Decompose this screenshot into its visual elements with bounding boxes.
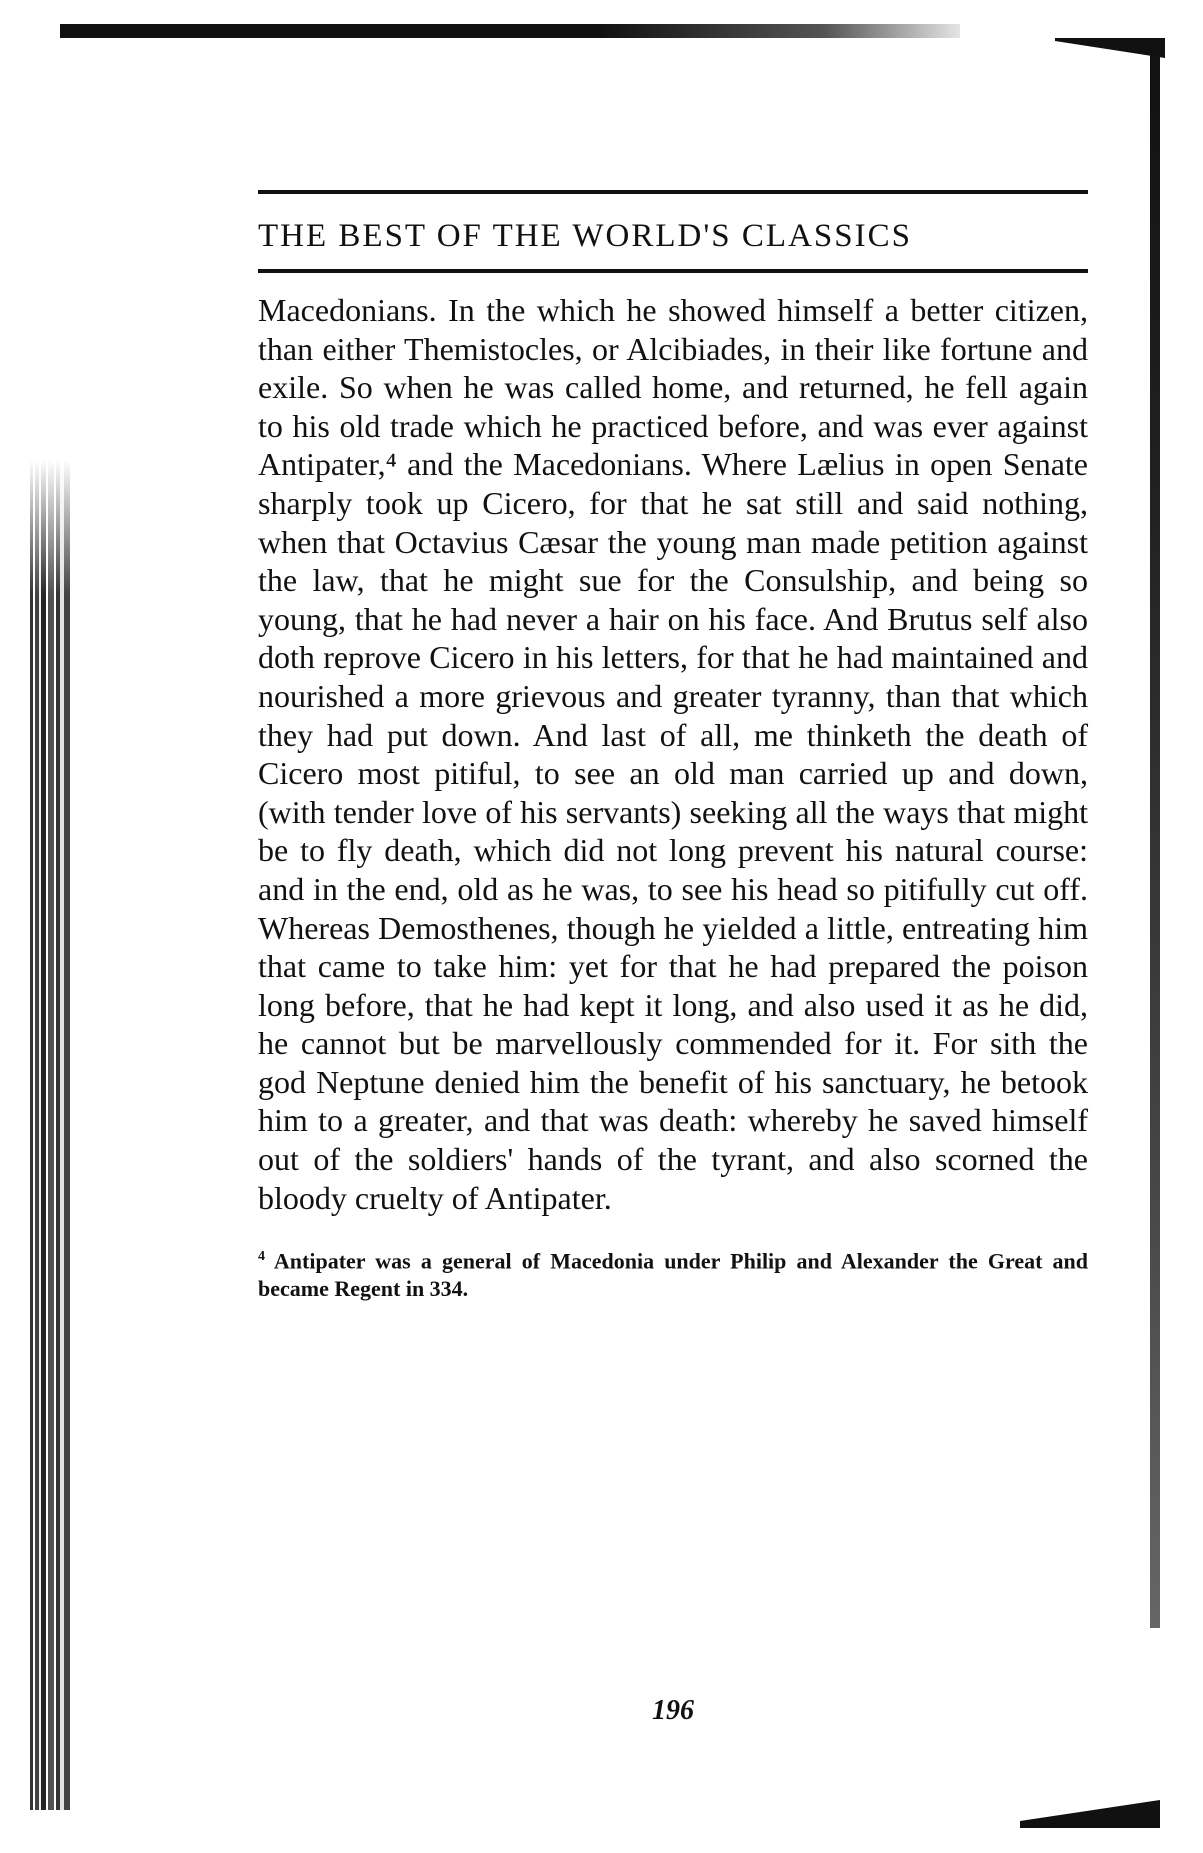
footnote [258,1243,1088,1301]
footnote-marker: 4 [258,1249,265,1265]
header-rule-top [258,190,1088,194]
page-number: 196 [652,1695,694,1726]
body-text [258,291,1088,1217]
scan-bottom-right-mark [1020,1800,1160,1828]
scan-top-border [60,24,960,38]
running-head: THE BEST OF THE WORLD'S CLASSICS [258,218,912,254]
footnote-text: Antipater was a general of Macedonia under Philip and Alexander the Great and became Regent in 334. [258,1248,1089,1301]
body-paragraph: Macedonians. In the which he showed himself a better citizen, than either Themistocles, or Alcibiades, in their like fortune and exile. So when he was called home, and returned, he fell again to his old trade which he practiced before, and was ever against Antipater,⁴ and the Macedonians. Where Lælius in open Senate sharply took up Cicero, for that he sat still and said nothing, when that Octavius Cæsar the young man made petition against the law, that he might sue for the Consulship, and being so young, that he had never a hair on his face. And Brutus self also doth reprove Cicero in his letters, for that he had maintained and nourished a more grievous and greater tyranny, than that which they had put down. And last of all, me thinketh the death of Cicero most pitiful, to see an old man carried up and down, (with tender love of his servants) seeking all the ways that might be to fly death, which did not long prevent his natural course: and in the end, old as he was, to see his head so pitifully cut off. Whereas Demosthenes, though he yielded a little, entreating him that came to take him: yet for that he had prepared the poison long before, that he had kept it long, and also used it as he did, he cannot but be marvellously commended for it. For sith the god Neptune denied him the benefit of his sanctuary, he betook him to a greater, and that was death: whereby he saved himself out of the soldiers' hands of the tyrant, and also scorned the bloody cruelty of Antipater. [258,292,1088,1216]
scan-left-edge [30,460,70,1810]
scan-right-edge [1150,48,1160,1628]
scan-top-right-mark [1055,38,1165,58]
book-page [258,190,1089,1726]
header-rule-bottom [258,269,1088,273]
